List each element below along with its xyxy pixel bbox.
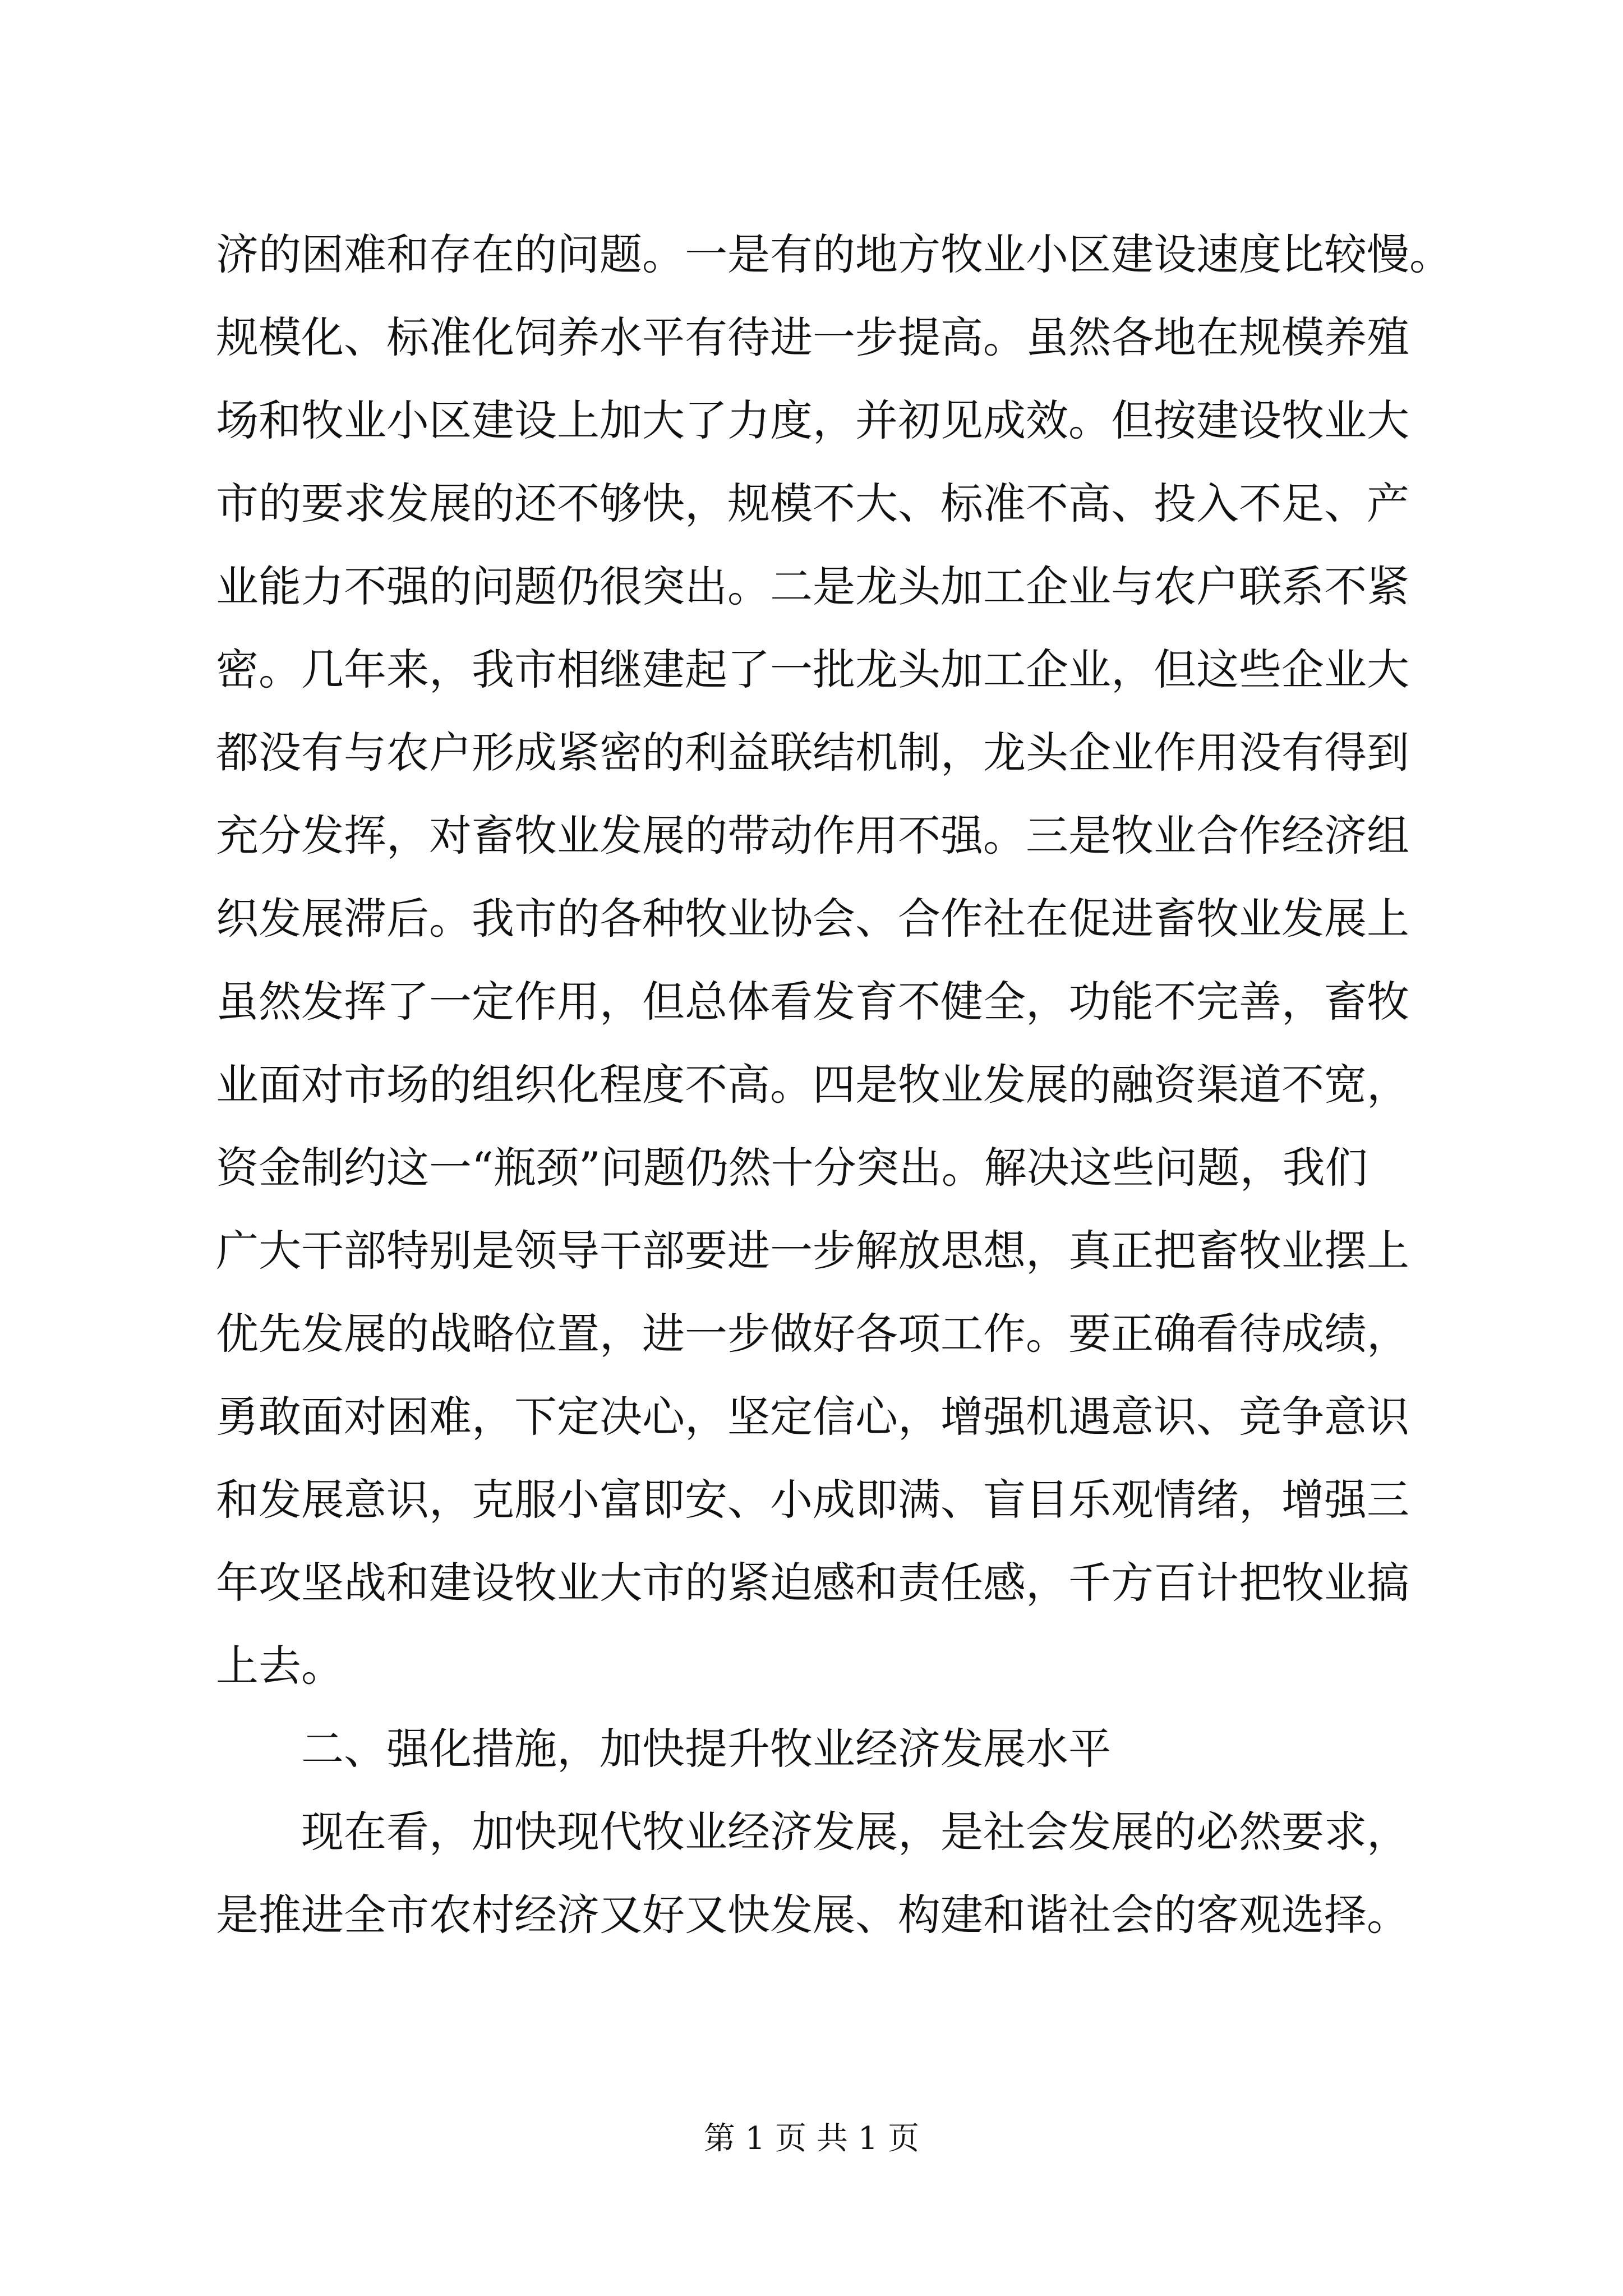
paragraph-first-line: 现在看，加快现代牧业经济发展，是社会发展的必然要求， xyxy=(301,1807,1409,1857)
text-line: 市的要求发展的还不够快，规模不大、标准不高、投入不足、产 xyxy=(216,478,1409,528)
text-line: 规模化、标准化饲养水平有待进一步提高。虽然各地在规模养殖 xyxy=(216,312,1409,362)
text-line: 资金制约这一“瓶颈”问题仍然十分突出。解决这些问题，我们 xyxy=(216,1143,1368,1193)
text-line: 都没有与农户形成紧密的利益联结机制，龙头企业作用没有得到 xyxy=(216,728,1409,777)
text-line: 广大干部特别是领导干部要进一步解放思想，真正把畜牧业摆上 xyxy=(216,1226,1409,1276)
text-line: 充分发挥，对畜牧业发展的带动作用不强。三是牧业合作经济组 xyxy=(216,811,1409,861)
page-footer: 第 1 页 共 1 页 xyxy=(703,2120,920,2157)
text-line: 年攻坚战和建设牧业大市的紧迫感和责任感，千方百计把牧业搞 xyxy=(216,1558,1409,1608)
body-text xyxy=(216,213,1452,1957)
text-line: 密。几年来，我市相继建起了一批龙头加工企业，但这些企业大 xyxy=(216,645,1409,694)
text-line: 和发展意识，克服小富即安、小成即满、盲目乐观情绪，增强三 xyxy=(216,1475,1409,1525)
text-line: 业能力不强的问题仍很突出。二是龙头加工企业与农户联系不紧 xyxy=(216,562,1409,611)
text-line: 虽然发挥了一定作用，但总体看发育不健全，功能不完善，畜牧 xyxy=(216,977,1409,1027)
section-heading: 二、强化措施，加快提升牧业经济发展水平 xyxy=(301,1724,1111,1774)
text-line: 织发展滞后。我市的各种牧业协会、合作社在促进畜牧业发展上 xyxy=(216,894,1409,944)
text-line: 上去。 xyxy=(216,1641,344,1691)
text-line: 济的困难和存在的问题。一是有的地方牧业小区建设速度比较慢。 xyxy=(216,229,1452,279)
text-line: 勇敢面对困难，下定决心，坚定信心，增强机遇意识、竞争意识 xyxy=(216,1392,1409,1442)
text-line: 优先发展的战略位置，进一步做好各项工作。要正确看待成绩， xyxy=(216,1309,1409,1359)
text-line: 是推进全市农村经济又好又快发展、构建和谐社会的客观选择。 xyxy=(216,1890,1409,1940)
text-line: 业面对市场的组织化程度不高。四是牧业发展的融资渠道不宽， xyxy=(216,1060,1409,1110)
text-line: 场和牧业小区建设上加大了力度，并初见成效。但按建设牧业大 xyxy=(216,395,1409,445)
